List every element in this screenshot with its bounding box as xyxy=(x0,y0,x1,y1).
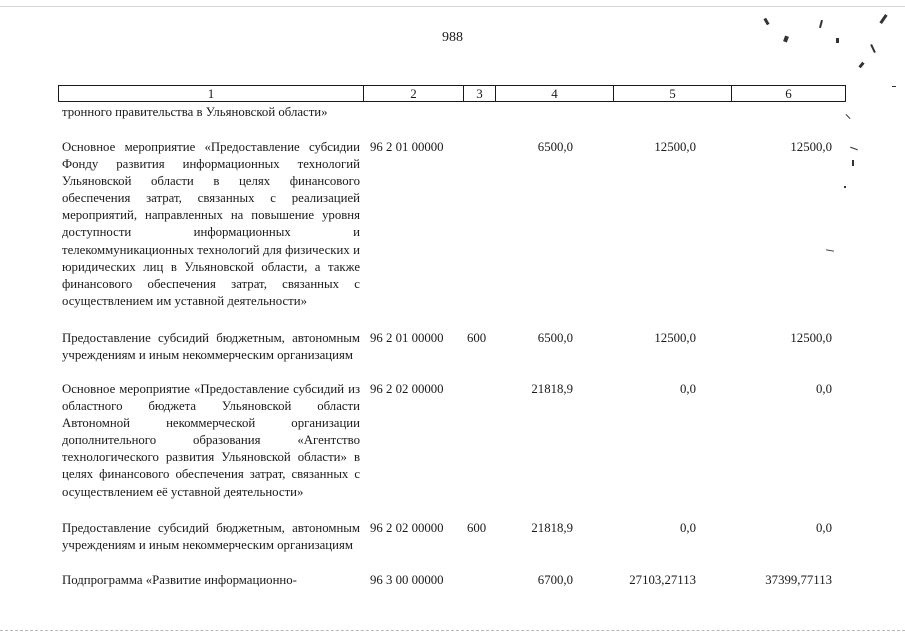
page-number: 988 xyxy=(442,30,463,45)
scan-speck xyxy=(836,38,839,43)
scan-speck xyxy=(879,14,887,24)
row-target-code: 96 2 02 00000 xyxy=(370,382,444,396)
header-col-4: 4 xyxy=(551,86,558,101)
header-col-1: 1 xyxy=(207,86,215,101)
scan-speck xyxy=(852,160,854,166)
row-amount-col4: 6500,0 xyxy=(537,331,573,345)
row-amount-col6: 12500,0 xyxy=(790,331,832,345)
row-amount-col6: 0,0 xyxy=(816,382,832,396)
header-col-3: 3 xyxy=(476,86,483,101)
row-amount-col4: 21818,9 xyxy=(531,521,573,535)
header-col-6: 6 xyxy=(785,86,792,101)
scan-speck xyxy=(892,86,896,87)
row-target-code: 96 2 01 00000 xyxy=(370,140,444,154)
row-amount-col5: 27103,27113 xyxy=(629,573,696,587)
row-amount-col5: 12500,0 xyxy=(654,331,696,345)
row-description: Подпрограмма «Развитие информационно- xyxy=(62,573,297,587)
header-col-5: 5 xyxy=(669,86,676,101)
row-description: Предоставление субсидий бюджетным, автономным учреждениям и иным некоммерческим организациям xyxy=(62,331,360,363)
header-col-2: 2 xyxy=(410,86,417,101)
bottom-scan-edge xyxy=(0,630,905,631)
row-description: Основное мероприятие «Предоставление субсидии Фонду развития информационных технологий Ульяновской области в целях финансового обеспечения затрат, связанных с реализацией мероприятий, направленных на повышение уровня доступности информационных и телекоммуникационных технологий для физических и юридических лиц в Ульяновской области, а также финансового обеспечения затрат, связанных с осуществлением им уставной деятельности» xyxy=(62,140,360,308)
row-description: Предоставление субсидий бюджетным, автономным учреждениям и иным некоммерческим организациям xyxy=(62,521,360,553)
row-target-code: 96 2 02 00000 xyxy=(370,521,444,535)
row-amount-col5: 0,0 xyxy=(680,521,696,535)
scan-speck xyxy=(846,114,851,119)
scan-speck xyxy=(763,18,769,26)
scan-speck xyxy=(819,20,823,28)
row-amount-col4: 6700,0 xyxy=(537,573,573,587)
top-scan-edge xyxy=(0,6,905,7)
scan-speck xyxy=(844,186,846,188)
row-amount-col4: 6500,0 xyxy=(537,140,573,154)
table-header-row xyxy=(58,85,846,102)
row-target-code: 96 2 01 00000 xyxy=(370,331,444,345)
row-amount-col6: 37399,77113 xyxy=(765,573,832,587)
row-target-code: 96 3 00 00000 xyxy=(370,573,444,587)
row-expense-type: 600 xyxy=(467,521,487,535)
row-expense-type: 600 xyxy=(467,331,487,345)
row-amount-col4: 21818,9 xyxy=(531,382,573,396)
row-amount-col5: 12500,0 xyxy=(654,140,696,154)
scan-speck xyxy=(850,147,858,151)
row-amount-col6: 12500,0 xyxy=(790,140,832,154)
row-description: тронного правительства в Ульяновской области» xyxy=(62,105,328,119)
scan-speck xyxy=(826,249,834,251)
row-amount-col6: 0,0 xyxy=(816,521,832,535)
row-description: Основное мероприятие «Предоставление субсидий из областного бюджета Ульяновской области Автономной некоммерческой организации дополнительного образования «Агентство технологического развития Ульяновской области» в целях финансового обеспечения затрат, связанных с осуществлением её уставной деятельности» xyxy=(62,382,360,499)
row-amount-col5: 0,0 xyxy=(680,382,696,396)
scan-speck xyxy=(858,62,864,69)
